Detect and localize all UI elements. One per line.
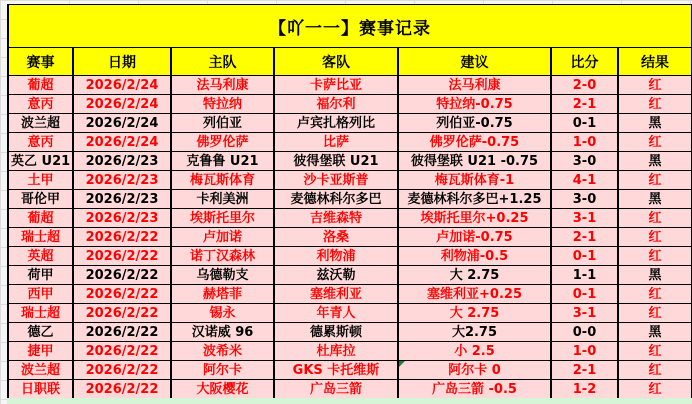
cell-date[interactable]: 2026/2/23 (73, 190, 171, 209)
cell-home[interactable]: 赫塔菲 (171, 285, 274, 304)
cell-score[interactable]: 4-1 (551, 171, 618, 190)
cell-away[interactable]: 塞维利亚 (274, 285, 398, 304)
cell-league[interactable]: 意丙 (8, 133, 73, 152)
match-row (8, 152, 692, 171)
cell-result[interactable]: 红 (618, 76, 692, 95)
cell-away[interactable]: GKS 卡托维斯 (274, 361, 398, 380)
cell-away[interactable]: 德累斯顿 (274, 323, 398, 342)
cell-home[interactable]: 埃斯托里尔 (171, 209, 274, 228)
cell-date[interactable]: 2026/2/22 (73, 304, 171, 323)
cell-away[interactable]: 广岛三箭 (274, 380, 398, 399)
cell-score[interactable]: 0-1 (551, 114, 618, 133)
column-header-result[interactable]: 结果 (618, 48, 692, 76)
cell-score[interactable]: 0-1 (551, 285, 618, 304)
column-header-away[interactable]: 客队 (274, 48, 398, 76)
cell-score[interactable]: 3-1 (551, 304, 618, 323)
cell-away[interactable]: 麦德林科尔多巴 (274, 190, 398, 209)
cell-date[interactable]: 2026/2/23 (73, 209, 171, 228)
cell-result[interactable]: 红 (618, 285, 692, 304)
match-row (8, 266, 692, 285)
cell-score[interactable]: 2-0 (551, 76, 618, 95)
cell-tip[interactable]: 小 2.5 (398, 342, 551, 361)
match-row (8, 190, 692, 209)
cell-home[interactable]: 锡永 (171, 304, 274, 323)
cell-score[interactable]: 1-0 (551, 342, 618, 361)
cell-tip[interactable]: 大 2.75 (398, 304, 551, 323)
cell-score[interactable]: 3-0 (551, 190, 618, 209)
cell-league[interactable]: 哥伦甲 (8, 190, 73, 209)
cell-league[interactable]: 瑞士超 (8, 304, 73, 323)
cell-score[interactable]: 0-0 (551, 323, 618, 342)
cell-score[interactable]: 2-1 (551, 228, 618, 247)
cell-tip[interactable]: 大 2.75 (398, 266, 551, 285)
cell-away[interactable]: 利物浦 (274, 247, 398, 266)
match-row (8, 342, 692, 361)
column-header-tip[interactable]: 建议 (398, 48, 551, 76)
cell-date[interactable]: 2026/2/22 (73, 266, 171, 285)
cell-date[interactable]: 2026/2/23 (73, 171, 171, 190)
cell-result[interactable]: 红 (618, 380, 692, 399)
cell-home[interactable]: 克鲁鲁 U21 (171, 152, 274, 171)
cell-tip[interactable]: 埃斯托里尔+0.25 (398, 209, 551, 228)
cell-tip[interactable]: 塞维利亚+0.25 (398, 285, 551, 304)
cell-away[interactable]: 卢宾扎格列比 (274, 114, 398, 133)
column-header-home[interactable]: 主队 (171, 48, 274, 76)
cell-away[interactable]: 卡萨比亚 (274, 76, 398, 95)
cell-league[interactable]: 波兰超 (8, 361, 73, 380)
cell-score[interactable]: 3-1 (551, 209, 618, 228)
cell-league[interactable]: 波兰超 (8, 114, 73, 133)
cell-date[interactable]: 2026/2/23 (73, 152, 171, 171)
cell-score[interactable]: 3-0 (551, 152, 618, 171)
cell-home[interactable]: 梅瓦斯体育 (171, 171, 274, 190)
cell-home[interactable]: 列伯亚 (171, 114, 274, 133)
cell-league[interactable]: 瑞士超 (8, 228, 73, 247)
cell-date[interactable]: 2026/2/22 (73, 361, 171, 380)
cell-result[interactable]: 黑 (618, 266, 692, 285)
cell-date[interactable]: 2026/2/22 (73, 247, 171, 266)
cell-date[interactable]: 2026/2/22 (73, 285, 171, 304)
match-row (8, 76, 692, 95)
match-row (8, 247, 692, 266)
cell-date[interactable]: 2026/2/22 (73, 323, 171, 342)
cell-date[interactable]: 2026/2/24 (73, 95, 171, 114)
cell-result[interactable]: 黑 (618, 190, 692, 209)
cell-tip[interactable]: 梅瓦斯体育-1 (398, 171, 551, 190)
cell-result[interactable]: 红 (618, 361, 692, 380)
cell-tip[interactable]: 麦德林科尔多巴+1.25 (398, 190, 551, 209)
cell-away[interactable]: 洛桑 (274, 228, 398, 247)
match-row (8, 380, 692, 399)
cell-score[interactable]: 2-1 (551, 95, 618, 114)
cell-result[interactable]: 黑 (618, 323, 692, 342)
cell-league[interactable]: 英乙 U21 (8, 152, 73, 171)
page-title[interactable]: 【吖一一】赛事记录 (8, 5, 692, 48)
cell-away[interactable]: 杜库拉 (274, 342, 398, 361)
cell-date[interactable]: 2026/2/22 (73, 380, 171, 399)
cell-home[interactable]: 佛罗伦萨 (171, 133, 274, 152)
match-table-body (8, 76, 692, 399)
cell-away[interactable]: 比萨 (274, 133, 398, 152)
title-row (8, 5, 692, 48)
cell-result[interactable]: 黑 (618, 152, 692, 171)
cell-score[interactable]: 2-1 (551, 361, 618, 380)
cell-league[interactable]: 葡超 (8, 209, 73, 228)
cell-tip[interactable]: 法马利康 (398, 76, 551, 95)
next-row-green-fill (7, 398, 692, 404)
cell-tip[interactable]: 彼得堡联 U21 -0.75 (398, 152, 551, 171)
match-row (8, 323, 692, 342)
cell-home[interactable]: 法马利康 (171, 76, 274, 95)
match-row (8, 228, 692, 247)
column-header-score[interactable]: 比分 (551, 48, 618, 76)
cell-league[interactable]: 捷甲 (8, 342, 73, 361)
cell-date[interactable]: 2026/2/24 (73, 133, 171, 152)
match-row (8, 133, 692, 152)
cell-date[interactable]: 2026/2/22 (73, 342, 171, 361)
cell-home[interactable]: 诺丁汉森林 (171, 247, 274, 266)
cell-score[interactable]: 1-0 (551, 133, 618, 152)
cell-league[interactable]: 德乙 (8, 323, 73, 342)
cell-result[interactable]: 红 (618, 228, 692, 247)
cell-result[interactable]: 红 (618, 133, 692, 152)
match-row (8, 209, 692, 228)
cell-away[interactable]: 年青人 (274, 304, 398, 323)
cell-result[interactable]: 红 (618, 247, 692, 266)
cell-away[interactable]: 吉维森特 (274, 209, 398, 228)
column-header-date[interactable]: 日期 (73, 48, 171, 76)
cell-tip[interactable]: 特拉纳-0.75 (398, 95, 551, 114)
cell-home[interactable]: 卡利美洲 (171, 190, 274, 209)
match-record-table (7, 4, 692, 399)
cell-score[interactable]: 0-1 (551, 247, 618, 266)
cell-result[interactable]: 红 (618, 342, 692, 361)
cell-result[interactable]: 红 (618, 209, 692, 228)
cell-league[interactable]: 日职联 (8, 380, 73, 399)
cell-result[interactable]: 红 (618, 171, 692, 190)
match-row (8, 285, 692, 304)
cell-tip[interactable]: 列伯亚-0.75 (398, 114, 551, 133)
cell-result[interactable]: 红 (618, 304, 692, 323)
cell-away[interactable]: 沙卡亚斯普 (274, 171, 398, 190)
cell-home[interactable]: 卢加诺 (171, 228, 274, 247)
cell-home[interactable]: 汉诺威 96 (171, 323, 274, 342)
cell-home[interactable]: 波希米 (171, 342, 274, 361)
cell-league[interactable]: 葡超 (8, 76, 73, 95)
cell-score[interactable]: 1-2 (551, 380, 618, 399)
match-row (8, 304, 692, 323)
cell-home[interactable]: 大阪樱花 (171, 380, 274, 399)
cell-result[interactable]: 红 (618, 95, 692, 114)
match-row (8, 171, 692, 190)
cell-home[interactable]: 阿尔卡 (171, 361, 274, 380)
cell-home[interactable]: 乌德勒支 (171, 266, 274, 285)
cell-league[interactable]: 意丙 (8, 95, 73, 114)
match-row (8, 95, 692, 114)
cell-date[interactable]: 2026/2/24 (73, 76, 171, 95)
cell-result[interactable]: 黑 (618, 114, 692, 133)
cell-home[interactable]: 特拉纳 (171, 95, 274, 114)
match-row (8, 114, 692, 133)
column-header-row (8, 48, 692, 76)
cell-away[interactable]: 彼得堡联 U21 (274, 152, 398, 171)
cell-tip[interactable]: 阿尔卡 0 (398, 361, 551, 380)
cell-tip[interactable]: 利物浦-0.5 (398, 247, 551, 266)
cell-league[interactable]: 英超 (8, 247, 73, 266)
cell-tip[interactable]: 卢加诺-0.75 (398, 228, 551, 247)
cell-date[interactable]: 2026/2/22 (73, 228, 171, 247)
cell-away[interactable]: 兹沃勒 (274, 266, 398, 285)
cell-tip[interactable]: 佛罗伦萨-0.75 (398, 133, 551, 152)
cell-league[interactable]: 西甲 (8, 285, 73, 304)
cell-tip[interactable]: 大2.75 (398, 323, 551, 342)
cell-away[interactable]: 福尔利 (274, 95, 398, 114)
cell-score[interactable]: 1-1 (551, 266, 618, 285)
column-header-league[interactable]: 赛事 (8, 48, 73, 76)
match-row (8, 361, 692, 380)
cell-league[interactable]: 荷甲 (8, 266, 73, 285)
cell-league[interactable]: 土甲 (8, 171, 73, 190)
cell-error-flag-icon (399, 361, 405, 367)
cell-tip[interactable]: 广岛三箭 -0.5 (398, 380, 551, 399)
cell-date[interactable]: 2026/2/24 (73, 114, 171, 133)
